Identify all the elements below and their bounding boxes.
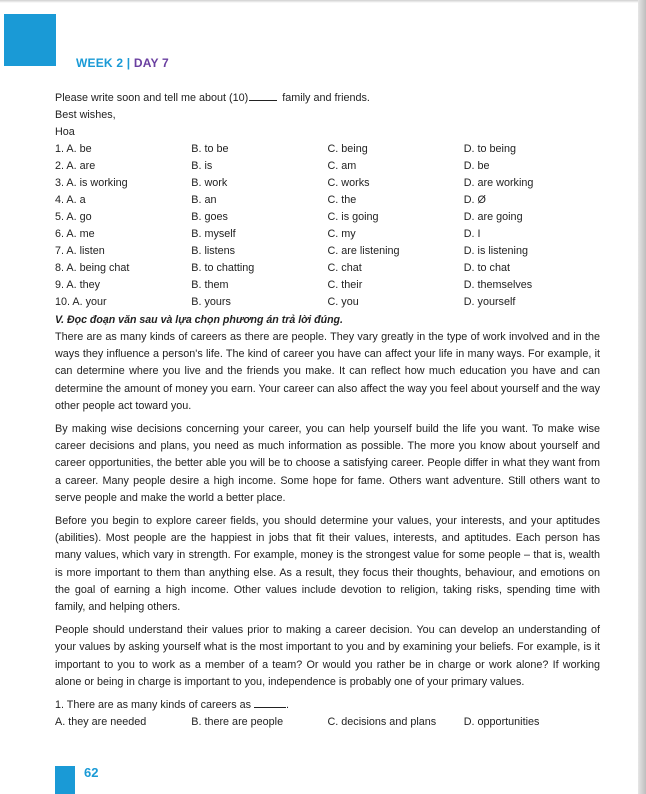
reading-paragraph-2: By making wise decisions concerning your career, you can help yourself build the life you want. To make wise career decisions and plans, you need as much information as possible. The more you know about yourself and career opportunities, the better able you will be to choose a satisfying career. People differ in what they want from a career. Many people desire a high income. Some hope for fame. Others want adventure. Still others want to serve people and make the world a better place.	[55, 423, 600, 504]
option-d: D. Ø	[463, 194, 486, 206]
option-row	[55, 243, 600, 260]
option-d: D. be	[463, 160, 490, 172]
option-a: 5. A. go	[55, 211, 92, 223]
option-c: C. chat	[327, 262, 362, 274]
option-a: 8. A. being chat	[55, 262, 130, 274]
reading-paragraph-3: Before you begin to explore career fields, you should determine your values, your interests, and your aptitudes (abilities). Most people are the happiest in jobs that fit their values, interests, and aptitudes. Each person has many values, which vary in strength. For example, money is the strongest value for some people – that is, wealth is more important to them than anything else. As a result, they focus their thoughts, behaviour, and emotions on the goal of earning a high income. Other values include devotion to religion, taking risks, spending time with family, and helping others.	[55, 515, 600, 614]
question-1-option-c: C. decisions and plans	[327, 716, 437, 729]
week-day-header	[76, 56, 169, 70]
question-1-options	[55, 714, 600, 731]
option-a: 6. A. me	[55, 228, 95, 240]
header-color-block	[4, 14, 56, 66]
letter-line-start: Please write soon and tell me about (10)	[55, 92, 249, 104]
week-label: WEEK 2 |	[76, 56, 131, 70]
option-d: D. to chat	[463, 262, 510, 274]
question-1-option-b: B. there are people	[191, 716, 284, 729]
option-d: D. are working	[463, 177, 534, 189]
option-b: B. listens	[191, 245, 236, 257]
page-top-edge	[0, 0, 638, 3]
option-row	[55, 209, 600, 226]
option-c: C. is going	[327, 211, 379, 223]
day-label: DAY 7	[133, 56, 169, 70]
option-c: C. being	[327, 143, 368, 155]
option-row	[55, 226, 600, 243]
option-c: C. you	[327, 296, 359, 308]
footer-color-block	[55, 766, 75, 794]
option-a: 10. A. your	[55, 296, 107, 308]
option-row	[55, 192, 600, 209]
option-c: C. their	[327, 279, 363, 291]
option-row	[55, 141, 600, 158]
option-d: D. themselves	[463, 279, 533, 291]
option-c: C. my	[327, 228, 356, 240]
option-row	[55, 277, 600, 294]
letter-closing: Best wishes,	[55, 109, 116, 121]
option-b: B. goes	[191, 211, 228, 223]
option-a: 4. A. a	[55, 194, 86, 206]
option-b: B. to be	[191, 143, 229, 155]
reading-paragraph-4: People should understand their values prior to making a career decision. You can develop an understanding of your values by asking yourself what is the most important to you and by examining your beliefs. For example, is it important to you to work as a member of a team? Or would you rather be in charge or work alone? If working alone or being in charge is important to you, independence is probably one of your primary values.	[55, 624, 600, 688]
section-v-title: V. Đọc đoạn văn sau và lựa chọn phương án trả lời đúng.	[55, 314, 343, 326]
option-c: C. works	[327, 177, 370, 189]
option-d: D. yourself	[463, 296, 516, 308]
option-row	[55, 294, 600, 311]
reading-paragraph-1: There are as many kinds of careers as there are people. They vary greatly in the type of work involved and in the ways they influence a person's life. The kind of career you have can affect your life in many ways. For example, it can determine where you live and the friends you make. It can reflect how much education you have and can determine the amount of money you earn. Your career can also affect the way you feel about yourself and the way other people act toward you.	[55, 331, 600, 412]
question-1-text: 1. There are as many kinds of careers as	[55, 699, 252, 712]
option-a: 2. A. are	[55, 160, 96, 172]
option-c: C. the	[327, 194, 357, 206]
letter-signature: Hoa	[55, 126, 75, 138]
option-d: D. to being	[463, 143, 516, 155]
option-b: B. work	[191, 177, 228, 189]
page-number: 62	[84, 765, 99, 780]
option-a: 7. A. listen	[55, 245, 105, 257]
option-d: D. is listening	[463, 245, 528, 257]
option-row	[55, 175, 600, 192]
option-c: C. am	[327, 160, 357, 172]
option-b: B. is	[191, 160, 213, 172]
question-1-blank	[254, 697, 286, 708]
page-content	[55, 90, 600, 731]
question-1-stem	[55, 697, 600, 714]
option-d: D. I	[463, 228, 481, 240]
question-1-option-a: A. they are needed	[55, 716, 147, 729]
option-b: B. an	[191, 194, 217, 206]
option-d: D. are going	[463, 211, 523, 223]
option-a: 1. A. be	[55, 143, 92, 155]
option-row	[55, 260, 600, 277]
question-1-option-d: D. opportunities	[463, 716, 540, 729]
letter-line-end: family and friends.	[279, 92, 370, 104]
option-b: B. them	[191, 279, 229, 291]
answer-blank-10	[249, 90, 277, 101]
option-a: 3. A. is working	[55, 177, 128, 189]
page-right-edge	[638, 0, 646, 794]
question-1-end: .	[286, 699, 290, 712]
option-c: C. are listening	[327, 245, 400, 257]
option-a: 9. A. they	[55, 279, 101, 291]
option-b: B. myself	[191, 228, 236, 240]
letter-last-line	[55, 90, 600, 107]
option-row	[55, 158, 600, 175]
options-table	[55, 141, 600, 311]
option-b: B. yours	[191, 296, 231, 308]
option-b: B. to chatting	[191, 262, 255, 274]
